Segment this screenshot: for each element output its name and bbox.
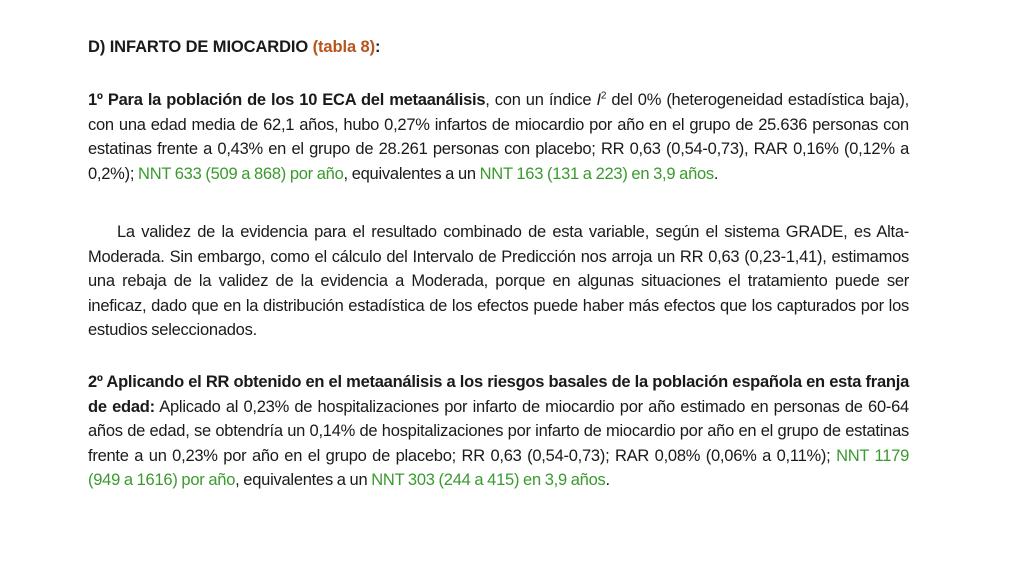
text-run: Aplicado al 0,23% de hospitalizaciones por infarto de miocardio por año estimado en personas de 60-64 años de edad, se obtendría un 0,14% de hospitalizaciones por infarto de miocardio por año en el grupo de estatinas frente a un 0,23% por año en el grupo de placebo; RR 0,63 (0,54-0,73); RAR 0,08% (0,06% a 0,11%); (88, 397, 909, 465)
text-run: , equivalentes a un (343, 164, 480, 183)
nnt-per-year: NNT 1179 (949 a 1616) por año (88, 446, 909, 490)
paragraph-metaanalysis (88, 88, 909, 186)
nnt-total: NNT 163 (131 a 223) en 3,9 años (479, 164, 714, 183)
paragraph-lead: 2º Aplicando el RR obtenido en el metaanálisis a los riesgos basales de la población española en esta franja de edad: (88, 373, 909, 416)
section-title (88, 38, 380, 57)
text-run: , equivalentes a un (235, 471, 372, 490)
text-run: La validez de la evidencia para el resultado combinado de esta variable, según el sistema GRADE, es Alta-Moderada. Sin embargo, como el cálculo del Intervalo de Predicción nos arroja un RR 0,63 (0,23-1,41), estimamos una rebaja de la validez de la evidencia a Moderada, porque en algunas situaciones el tratamiento puede ser ineficaz, dado que en la distribución estadística de los efectos puede haber más efectos que los capturados por los estudios seleccionados. (88, 223, 909, 340)
section-title-text: D) INFARTO DE MIOCARDIO (88, 38, 313, 56)
text-run: , con un índice (485, 91, 597, 109)
text-run: . (713, 164, 719, 183)
paragraph-spanish-population (88, 370, 909, 493)
paragraph-evidence-validity (88, 220, 909, 343)
nnt-total: NNT 303 (244 a 415) en 3,9 años (371, 471, 606, 490)
table-reference: (tabla 8) (312, 38, 376, 56)
text-run: del 0% (heterogeneidad estadística baja), con una edad media de 62,1 años, hubo 0,27% infartos de miocardio por año en el grupo de 25.636 personas con estatinas frente a 0,43% en el grupo de 28.261 personas con placebo; RR 0,63 (0,54-0,73), RAR 0,16% (0,12% a 0,2%); (88, 91, 909, 183)
heterogeneity-symbol: I (596, 91, 601, 109)
heterogeneity-superscript: 2 (600, 90, 607, 102)
nnt-per-year: NNT 633 (509 a 868) por año (138, 164, 344, 183)
paragraph-lead: 1º Para la población de los 10 ECA del metaanálisis (88, 91, 486, 109)
section-title-colon: : (375, 38, 381, 56)
text-run: . (605, 471, 610, 490)
